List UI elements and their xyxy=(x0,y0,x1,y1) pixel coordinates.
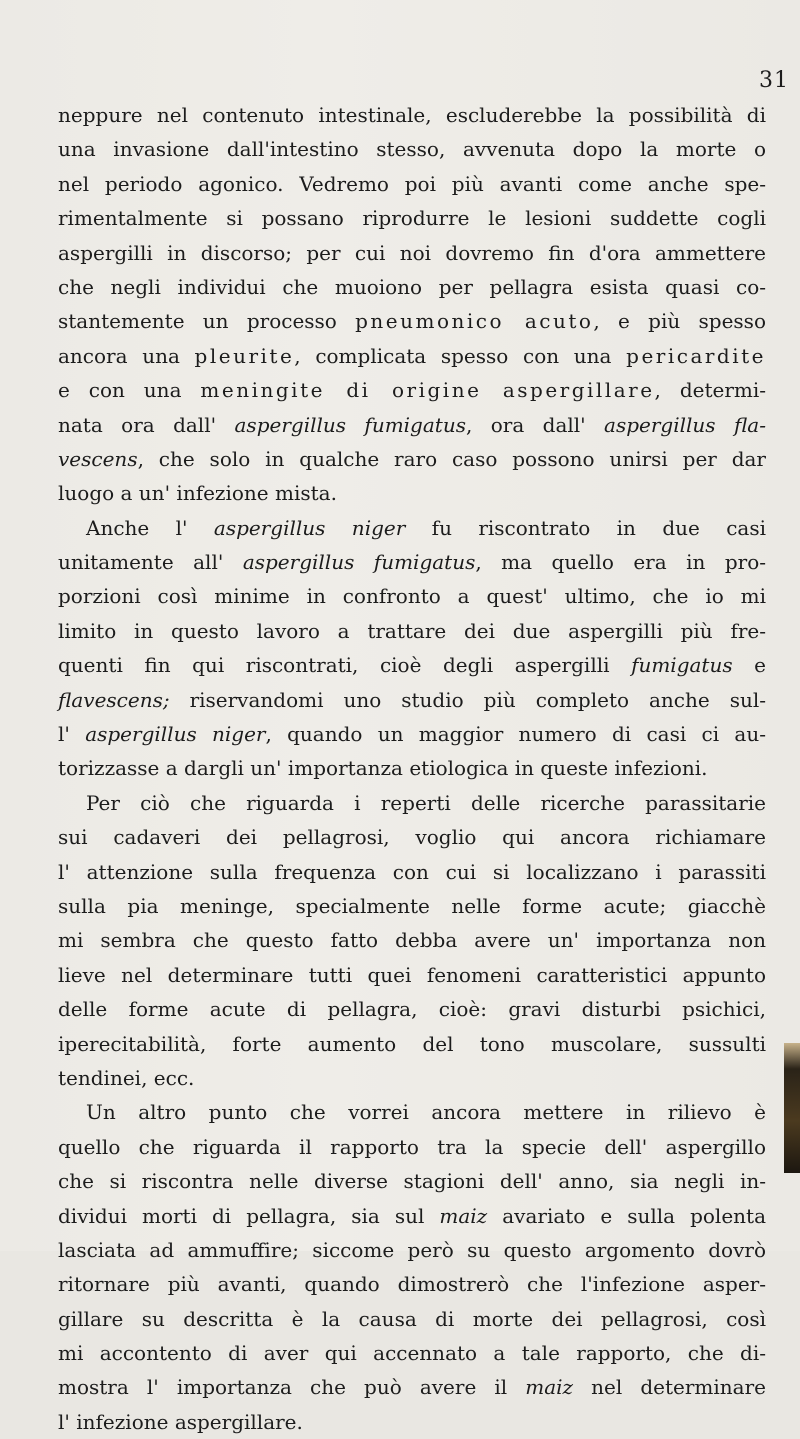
text-run: che si riscontra nelle diverse stagioni dell' anno, sia negli in- xyxy=(58,1169,766,1194)
text-line xyxy=(58,992,766,1026)
italic-term: aspergillus niger xyxy=(85,722,266,747)
text-line xyxy=(58,1199,766,1233)
text-line xyxy=(58,855,766,889)
text-line xyxy=(58,923,766,957)
text-line xyxy=(58,1233,766,1267)
text-line xyxy=(58,889,766,923)
italic-term: maiz xyxy=(439,1203,488,1228)
text-run: l' infezione aspergillare. xyxy=(58,1409,303,1434)
text-run: stantemente un processo xyxy=(58,309,356,334)
text-run: Anche l' xyxy=(86,515,214,540)
text-line xyxy=(58,201,766,235)
text-run: ritornare più avanti, quando dimostrerò che l'infezione asper- xyxy=(58,1272,766,1297)
italic-term: aspergillus fla- xyxy=(604,412,766,437)
italic-term: flavescens; xyxy=(58,687,170,712)
text-run: una invasione dall'intestino stesso, avvenuta dopo la morte o xyxy=(58,137,766,162)
text-line xyxy=(58,442,766,476)
text-run: fu riscontrato in due casi xyxy=(405,515,766,540)
text-line xyxy=(58,1267,766,1301)
text-run: , quando un maggior numero di casi ci au- xyxy=(265,722,766,747)
text-line xyxy=(58,132,766,166)
text-run: tendinei, ecc. xyxy=(58,1065,195,1090)
text-line xyxy=(58,717,766,751)
text-line xyxy=(58,373,766,407)
text-line xyxy=(58,98,766,132)
body-text xyxy=(58,98,766,1439)
text-line xyxy=(58,1061,766,1095)
spaced-emphasis: meningite di origine aspergillare xyxy=(200,378,655,403)
text-run: , ora dall' xyxy=(465,412,605,437)
page-edge-stain xyxy=(784,1043,800,1173)
text-line xyxy=(58,579,766,613)
text-run: ancora una xyxy=(58,343,195,368)
text-line xyxy=(58,614,766,648)
text-line xyxy=(58,270,766,304)
text-run: lieve nel determinare tutti quei fenomeni caratteristici appunto xyxy=(58,962,766,987)
text-line xyxy=(58,1336,766,1370)
spaced-emphasis: pericardite xyxy=(626,343,766,368)
spaced-emphasis: pneumonico acuto xyxy=(355,309,594,334)
italic-term: aspergillus fumigatus xyxy=(242,550,476,575)
text-run: e xyxy=(732,653,766,678)
text-line xyxy=(58,648,766,682)
text-run: iperecitabilità, forte aumento del tono muscolare, sussulti xyxy=(58,1031,766,1056)
text-run: nel determinare xyxy=(573,1375,766,1400)
italic-term: aspergillus fumigatus xyxy=(234,412,466,437)
text-run: mostra l' importanza che può avere il xyxy=(58,1375,526,1400)
text-line xyxy=(58,167,766,201)
text-line xyxy=(58,304,766,338)
italic-term: aspergillus niger xyxy=(213,515,406,540)
text-line xyxy=(58,1405,766,1439)
text-line xyxy=(58,820,766,854)
text-line xyxy=(58,1370,766,1404)
page-number: 31 xyxy=(759,68,789,93)
text-run: sui cadaveri dei pellagrosi, voglio qui ancora richiamare xyxy=(58,825,766,850)
text-run: l' attenzione sulla frequenza con cui si localizzano i parassiti xyxy=(58,859,766,884)
text-line xyxy=(58,1027,766,1061)
text-run: nel periodo agonico. Vedremo poi più avanti come anche spe- xyxy=(58,171,766,196)
text-run: lasciata ad ammuffire; siccome però su questo argomento dovrò xyxy=(58,1237,766,1262)
text-run: , complicata spesso con una xyxy=(294,343,627,368)
text-run: aspergilli in discorso; per cui noi dovremo fin d'ora ammettere xyxy=(58,240,766,265)
text-run: torizzasse a dargli un' importanza etiologica in queste infezioni. xyxy=(58,756,708,781)
text-line xyxy=(58,545,766,579)
text-line xyxy=(58,1130,766,1164)
text-run: nata ora dall' xyxy=(58,412,235,437)
text-run: delle forme acute di pellagra, cioè: gravi disturbi psichici, xyxy=(58,997,766,1022)
text-run: , determi- xyxy=(654,378,767,403)
text-line xyxy=(58,683,766,717)
text-line xyxy=(58,751,766,785)
text-run: quello che riguarda il rapporto tra la specie dell' aspergillo xyxy=(58,1134,766,1159)
italic-term: maiz xyxy=(525,1375,574,1400)
text-run: , ma quello era in pro- xyxy=(475,550,767,575)
text-line xyxy=(58,476,766,510)
text-line xyxy=(58,236,766,270)
text-run: , che solo in qualche raro caso possono unirsi per dar xyxy=(137,446,766,471)
text-line xyxy=(58,339,766,373)
text-line xyxy=(58,1095,766,1129)
text-run: neppure nel contenuto intestinale, escluderebbe la possibilità di xyxy=(58,103,766,127)
text-line xyxy=(58,1302,766,1336)
text-run: mi sembra che questo fatto debba avere un' importanza non xyxy=(58,928,766,953)
text-line xyxy=(58,786,766,820)
text-run: luogo a un' infezione mista. xyxy=(58,481,337,506)
text-run: Per ciò che riguarda i reperti delle ricerche parassitarie xyxy=(86,790,766,815)
text-run: quenti fin qui riscontrati, cioè degli aspergilli xyxy=(58,653,632,678)
text-line xyxy=(58,958,766,992)
text-run: mi accontento di aver qui accennato a tale rapporto, che di- xyxy=(58,1341,766,1366)
text-run: , e più spesso xyxy=(593,309,766,334)
text-run: porzioni così minime in confronto a quest' ultimo, che io mi xyxy=(58,584,766,609)
text-run: rimentalmente si possano riprodurre le lesioni suddette cogli xyxy=(58,206,766,231)
text-run: e con una xyxy=(58,378,201,403)
text-run: avariato e sulla polenta xyxy=(487,1203,766,1228)
text-run: Un altro punto che vorrei ancora mettere in rilievo è xyxy=(86,1100,766,1125)
text-run: limito in questo lavoro a trattare dei due aspergilli più fre- xyxy=(58,618,766,643)
italic-term: vescens xyxy=(58,446,138,471)
text-run: sulla pia meninge, specialmente nelle forme acute; giacchè xyxy=(58,893,766,918)
text-run: l' xyxy=(58,722,86,747)
text-line xyxy=(58,408,766,442)
italic-term: fumigatus xyxy=(631,653,733,678)
text-line xyxy=(58,1164,766,1198)
spaced-emphasis: pleurite xyxy=(194,343,295,368)
text-run: unitamente all' xyxy=(58,550,243,575)
text-line xyxy=(58,511,766,545)
text-run: che negli individui che muoiono per pellagra esista quasi co- xyxy=(58,274,766,299)
text-run: riservandomi uno studio più completo anche sul- xyxy=(169,687,766,712)
text-run: dividui morti di pellagra, sia sul xyxy=(58,1203,440,1228)
text-run: gillare su descritta è la causa di morte dei pellagrosi, così xyxy=(58,1306,766,1331)
